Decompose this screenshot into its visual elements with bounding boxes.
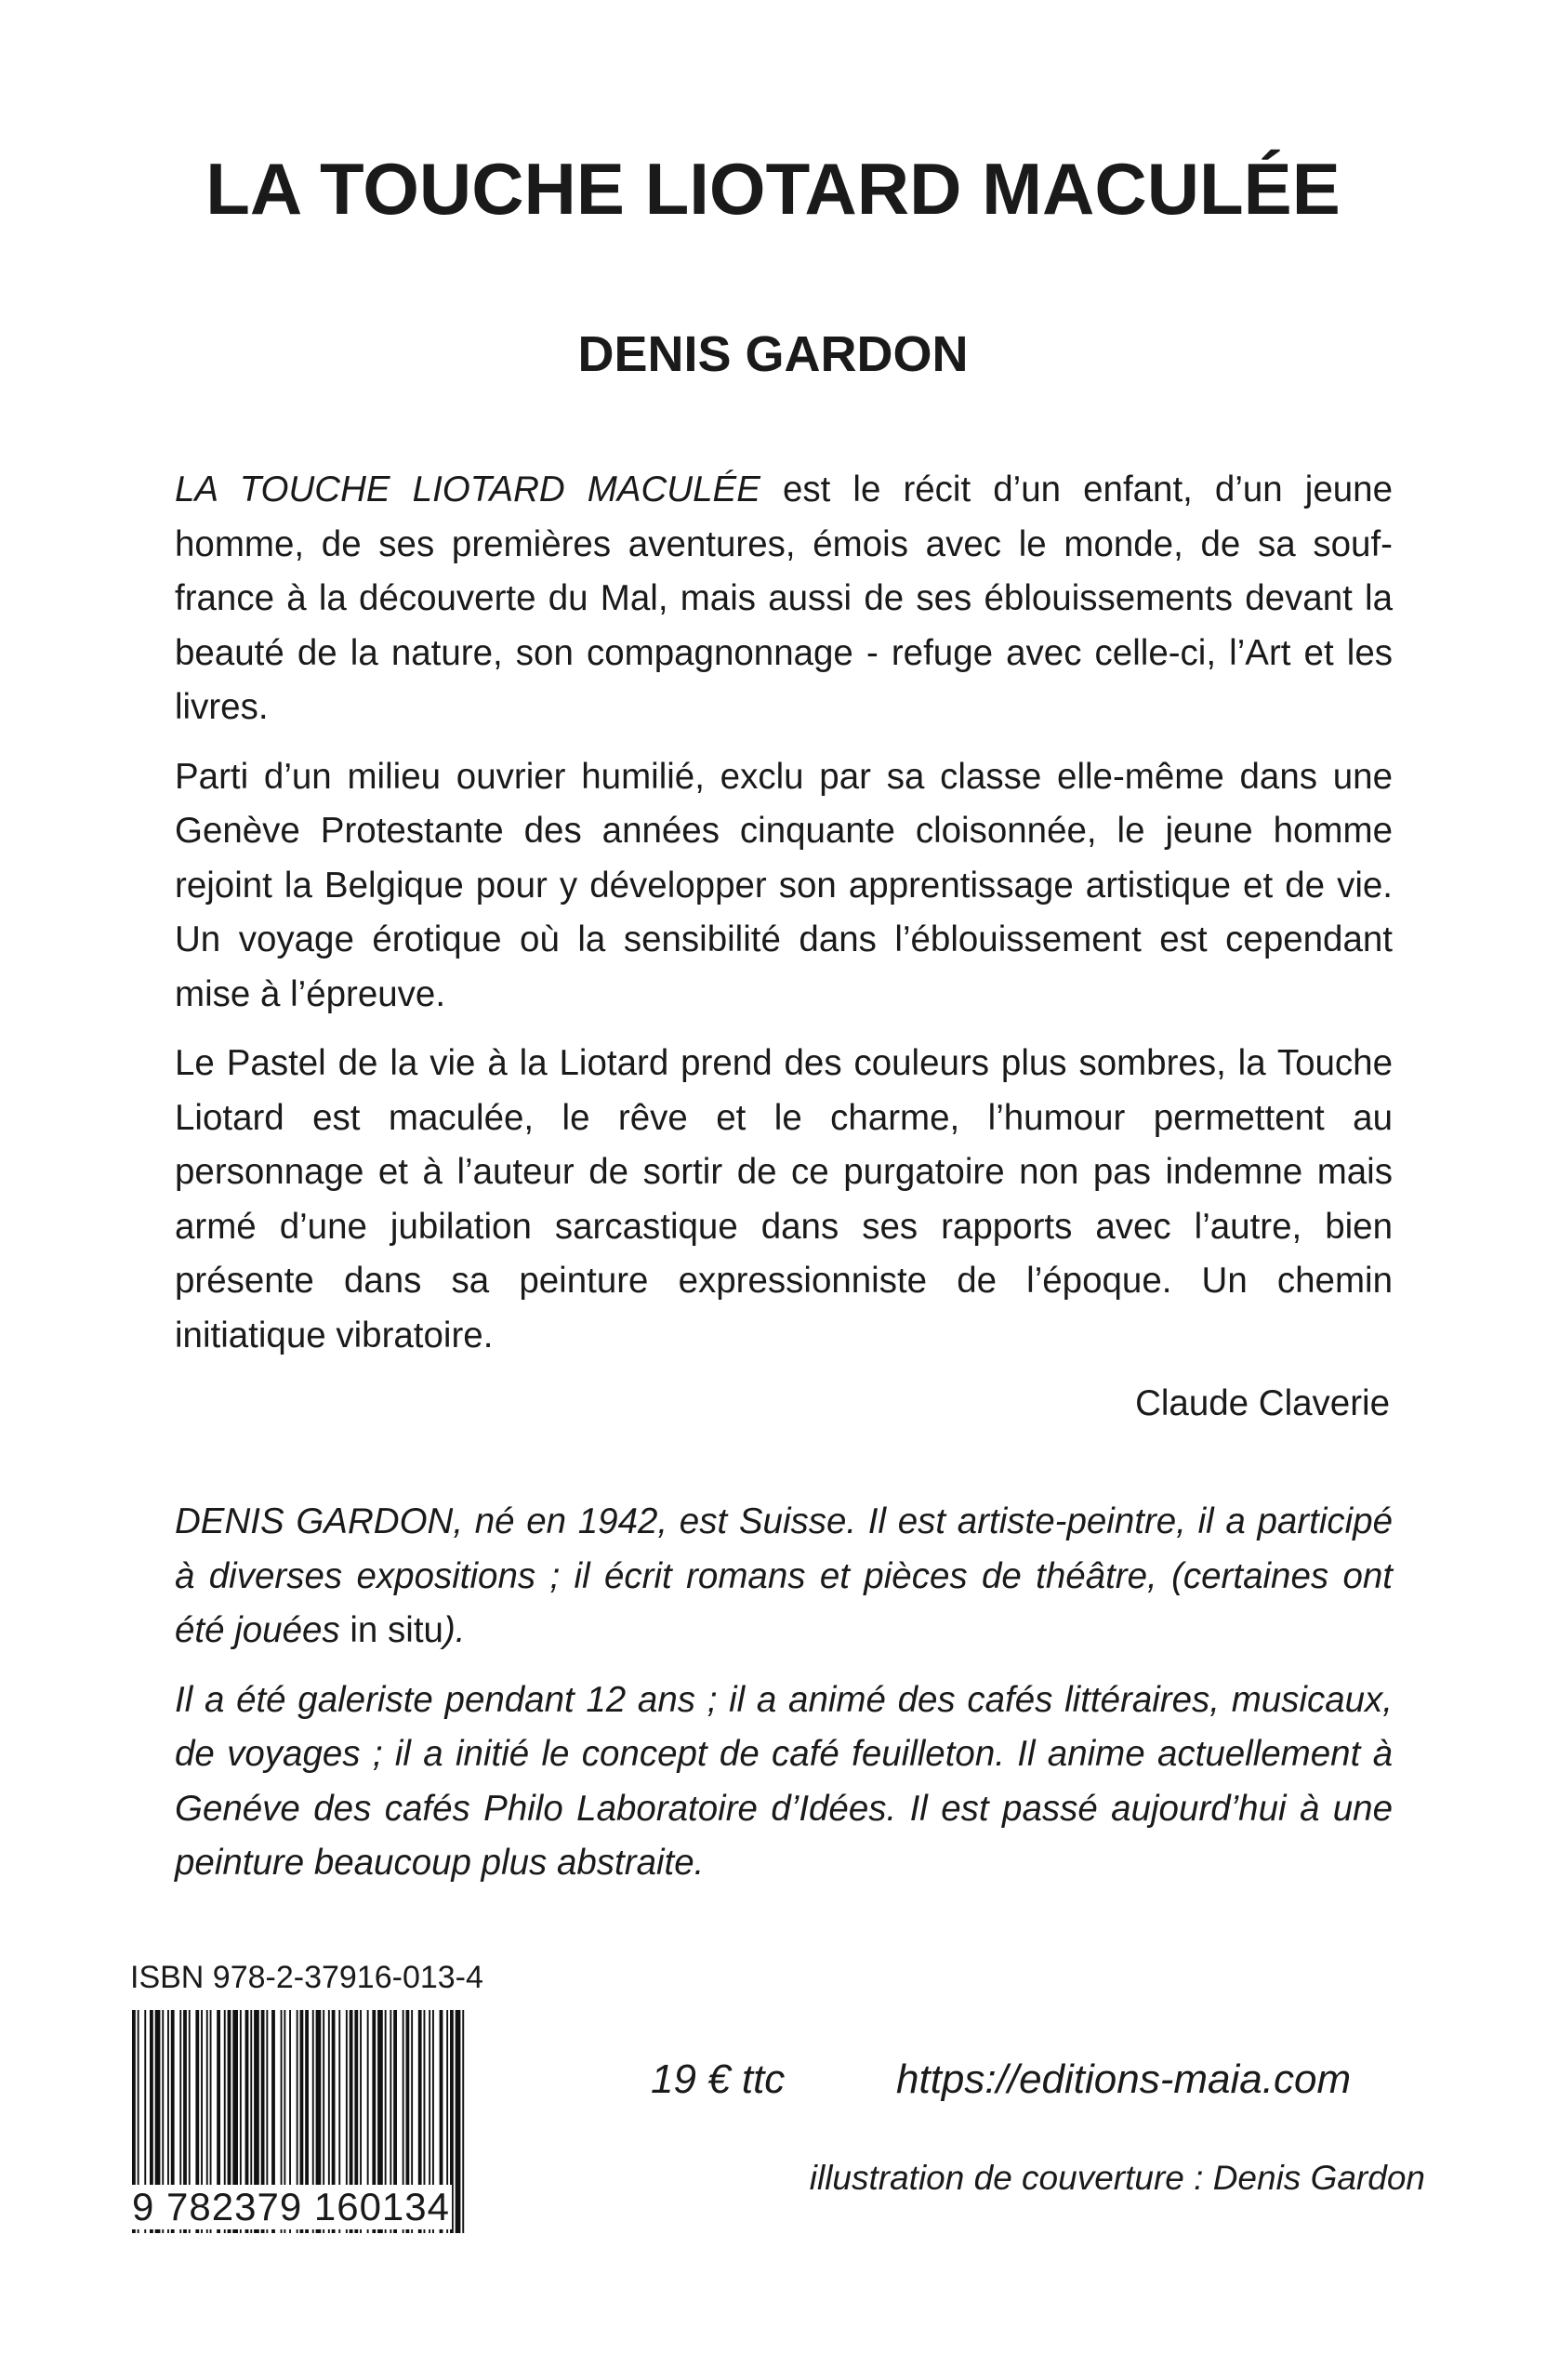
summary-paragraph-2: Parti d’un milieu ouvrier humilié, exclu par sa classe elle-même dans une Genève Protestante des années cinquante cloisonnée, le jeune homme rejoint la Belgique pour y développer son apprentissage artistique et de vie. Un voyage érotique où la sensibilité dans l’éblouissement est cependant mise à l’épreuve.	[175, 756, 1393, 1014]
publisher-website: https://editions-maia.com	[896, 2056, 1352, 2102]
barcode-digits: 9 782379 160134	[132, 2185, 450, 2228]
summary-paragraph-3: Le Pastel de la vie à la Liotard prend des couleurs plus sombres, la Touche Liotard est maculée, le rêve et le charme, l’humour permettent au personnage et à l’auteur de sortir de ce purgatoire non pas indemne mais armé d’une jubilation sarcastique dans ses rapports avec l’autre, bien présente dans sa peinture expressionniste de l’époque. Un chemin initiatique vibratoire.	[175, 1043, 1393, 1355]
summary-paragraph-1	[175, 463, 1393, 735]
bio-paragraph-1-text-b: ).	[443, 1610, 466, 1650]
bio-paragraph-1	[175, 1495, 1393, 1659]
summary-paragraph-1-text: est le récit d’un enfant, d’un jeune homme, de ses premières aventures, émois avec le monde, de sa souffrance à la découverte du Mal, mais aussi de ses éblouissements devant la beauté de la nature, son compagnonnage - refuge avec celle-ci, l’Art et les livres.	[175, 469, 1393, 727]
bio-paragraph-2: Il a été galeriste pendant 12 ans ; il a animé des cafés littéraires, musicaux, de voyages ; il a initié le concept de café feuilleton. Il anime actuellement à Genéve des cafés Philo Laboratoire d’Idées. Il est passé aujourd’hui à une peinture beaucoup plus abstraite.	[175, 1679, 1393, 1883]
summary-title-italic: LA TOUCHE LIOTARD MACULÉE	[175, 469, 760, 509]
cover-credit: illustration de couverture : Denis Gardon	[809, 2159, 1425, 2197]
bio-paragraph-1-text-a: DENIS GARDON, né en 1942, est Suisse. Il est artiste-peintre, il a participé à diverses expositions ; il écrit romans et pièces de théâtre, (certaines ont été jouées	[175, 1501, 1393, 1650]
summary-signature: Claude Claverie	[1135, 1383, 1390, 1423]
bio-block	[175, 1495, 1393, 1906]
author-name: DENIS GARDON	[577, 326, 969, 382]
barcode-bar	[456, 2010, 461, 2233]
summary-block	[175, 463, 1393, 1378]
barcode-bar	[462, 2010, 464, 2233]
bio-in-situ: in situ	[350, 1610, 443, 1650]
book-title: LA TOUCHE LIOTARD MACULÉE	[205, 148, 1341, 230]
isbn-label: ISBN 978-2-37916-013-4	[130, 1960, 483, 1995]
price: 19 € ttc	[651, 2056, 786, 2102]
